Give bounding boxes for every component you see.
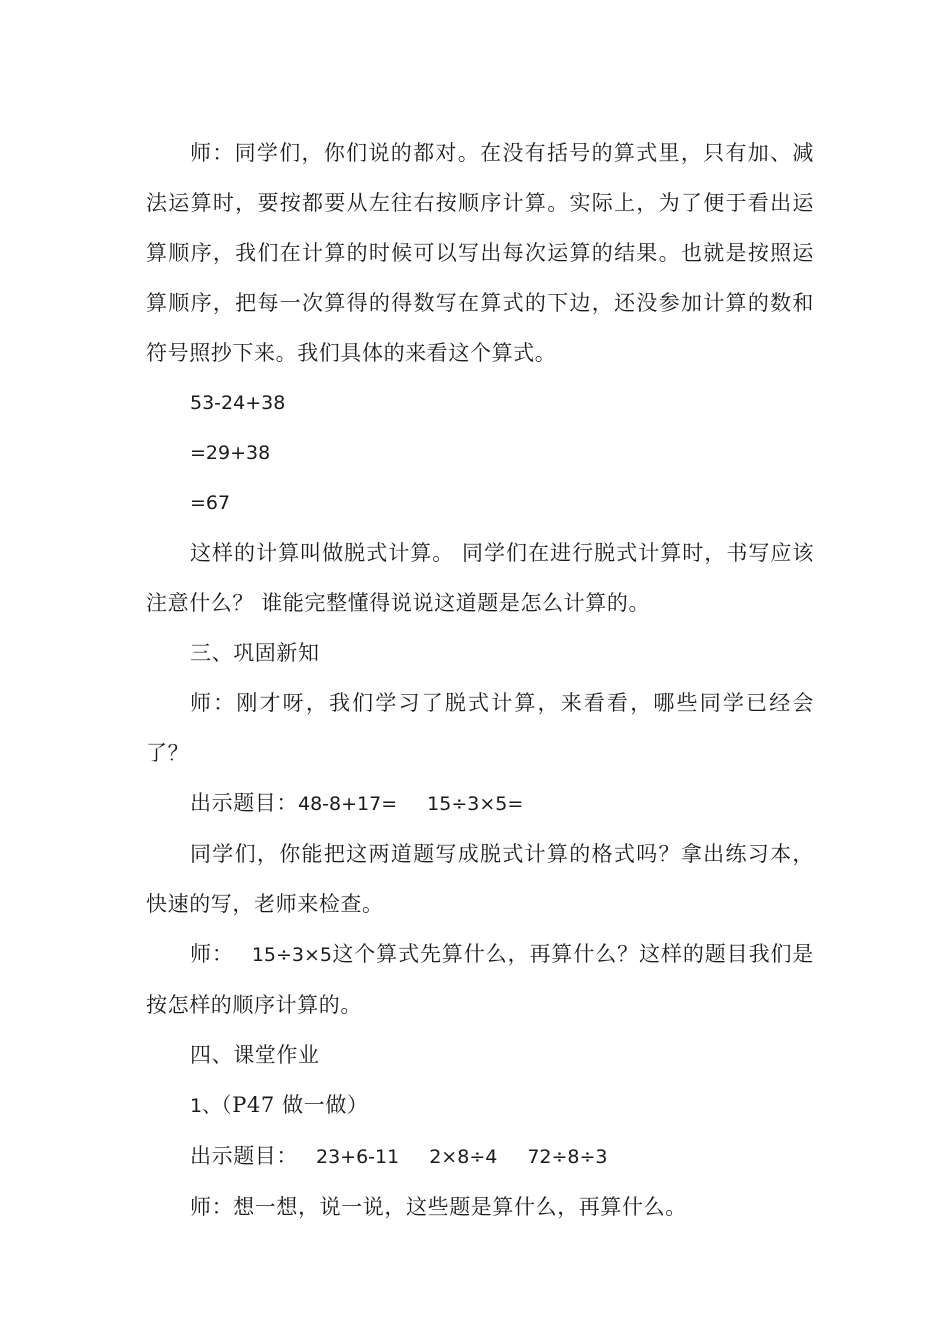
homework-item-text: （P47 做一做）	[221, 1093, 369, 1117]
paragraph-homework-problems	[146, 1131, 814, 1182]
homework-item-1	[146, 1080, 814, 1131]
equation-line-2: =29+38	[190, 442, 271, 464]
equation-line-3: =67	[190, 492, 231, 514]
teacher-label: 师：	[190, 942, 234, 966]
problem-expression-2: 15÷3×5=	[427, 793, 524, 815]
order-question-text: 这个算式先算什么，再算什么？这样的题目我们是按怎样的顺序计算的。	[146, 942, 815, 1017]
homework-expression-2: 2×8÷4	[429, 1146, 498, 1168]
homework-expression-1: 23+6-11	[316, 1146, 400, 1168]
problem-expression-1: 48-8+17=	[298, 793, 398, 815]
order-expression: 15÷3×5	[251, 944, 333, 966]
paragraph-order-question	[146, 929, 814, 1030]
section-heading-homework: 四、课堂作业	[190, 1043, 320, 1067]
paragraph-show-problems	[146, 778, 814, 829]
show-problems-label: 出示题目：	[190, 791, 298, 815]
document-body	[146, 128, 814, 1232]
homework-item-number: 1、	[190, 1095, 222, 1117]
homework-problems-label: 出示题目：	[190, 1144, 298, 1168]
homework-expression-3: 72÷8÷3	[527, 1146, 608, 1168]
equation-line-1: 53-24+38	[190, 392, 286, 414]
section-heading-consolidate: 三、巩固新知	[190, 641, 320, 665]
paragraph-explanation: 师：同学们，你们说的都对。在没有括号的算式里，只有加、减法运算时，要按都要从左往右按顺序计算。实际上，为了便于看出运算顺序，我们在计算的时候可以写出每次运算的结果。也就是按照运算顺序，把每一次算得的得数写在算式的下边，还没参加计算的数和符号照抄下来。我们具体的来看这个算式。	[146, 141, 814, 365]
paragraph-teacher-question: 师：刚才呀，我们学习了脱式计算，来看看，哪些同学已经会了？	[146, 691, 814, 765]
paragraph-practice-instruction: 同学们，你能把这两道题写成脱式计算的格式吗？拿出练习本，快速的写，老师来检查。	[146, 842, 814, 916]
paragraph-step-calculation: 这样的计算叫做脱式计算。 同学们在进行脱式计算时，书写应该注意什么？ 谁能完整懂得说说这道题是怎么计算的。	[146, 541, 814, 615]
paragraph-think-and-say: 师：想一想，说一说，这些题是算什么，再算什么。	[190, 1195, 687, 1219]
